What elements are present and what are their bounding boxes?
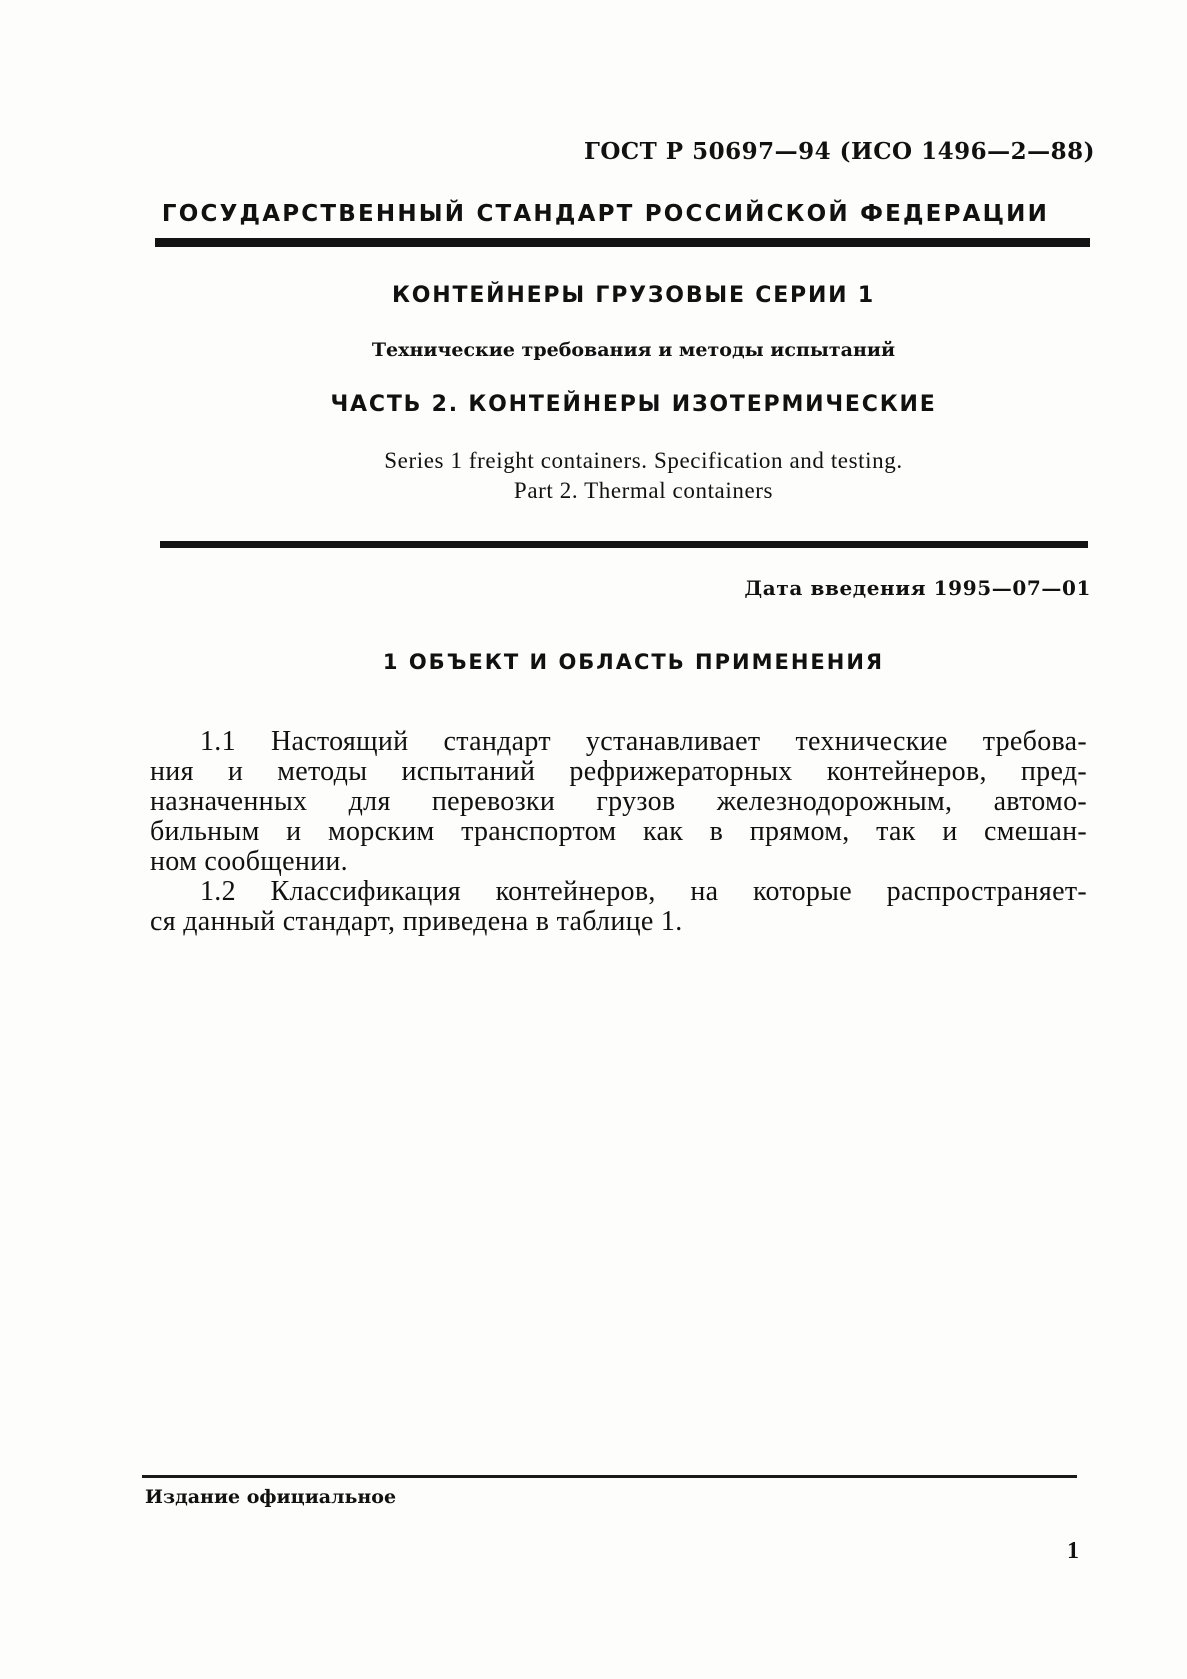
body-text-line: ния и методы испытаний рефрижераторных контейнеров, пред- (150, 756, 1087, 787)
body-text-line: бильным и морским транспортом как в прямом, так и смешан- (150, 816, 1087, 847)
body-text-line: ном сообщении. (150, 846, 348, 877)
body-text-line: назначенных для перевозки грузов железнодорожным, автомо- (150, 786, 1087, 817)
body-text-line: ся данный стандарт, приведена в таблице 1. (150, 906, 683, 937)
body-text-line: 1.1 Настоящий стандарт устанавливает технические требова- (200, 726, 1087, 757)
body-text-line: 1.2 Классификация контейнеров, на которые распространяет- (200, 876, 1087, 907)
title-divider (160, 541, 1088, 548)
page-number: 1 (1067, 1538, 1079, 1564)
document-number: ГОСТ Р 50697—94 (ИСО 1496—2—88) (583, 138, 1095, 165)
state-standard-heading: ГОСУДАРСТВЕННЫЙ СТАНДАРТ РОССИЙСКОЙ ФЕДЕРАЦИИ (161, 201, 1050, 227)
part-title: ЧАСТЬ 2. КОНТЕЙНЕРЫ ИЗОТЕРМИЧЕСКИЕ (330, 392, 937, 417)
section-heading: 1 ОБЪЕКТ И ОБЛАСТЬ ПРИМЕНЕНИЯ (382, 650, 885, 674)
english-title-line-1: Series 1 freight containers. Specification and testing. (384, 448, 903, 473)
document-subtitle: Технические требования и методы испытаний (371, 339, 896, 361)
document-title: КОНТЕЙНЕРЫ ГРУЗОВЫЕ СЕРИИ 1 (392, 283, 875, 308)
introduction-date: Дата введения 1995—07—01 (744, 576, 1091, 600)
footer-divider (142, 1475, 1077, 1478)
official-edition-label: Издание официальное (145, 1486, 397, 1508)
header-divider (155, 238, 1090, 247)
english-title-line-2: Part 2. Thermal containers (513, 478, 774, 503)
